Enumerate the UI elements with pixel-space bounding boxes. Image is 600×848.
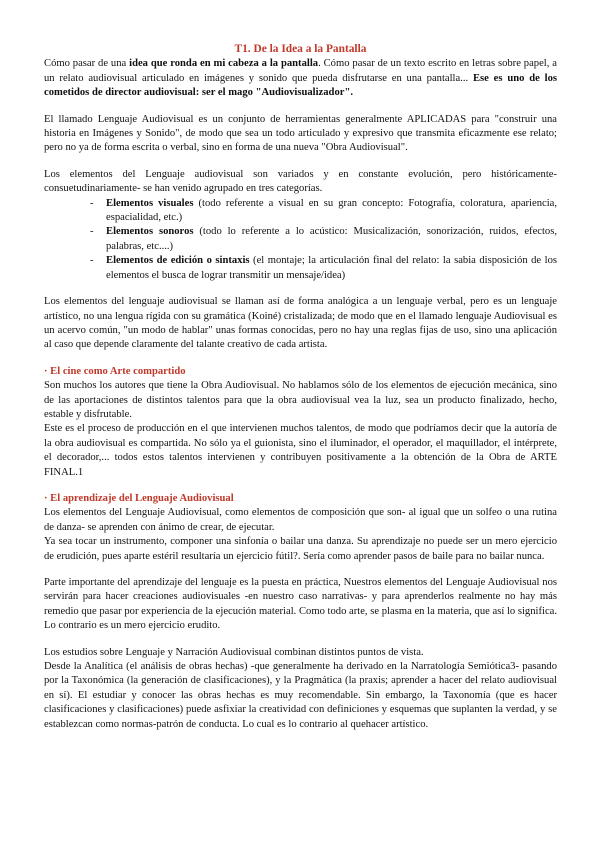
category-rest: (todo lo referente a lo acústico: Musicalización, sonorización, ruidos, efectos, palabras, etc....) bbox=[106, 226, 558, 252]
category-item bbox=[94, 197, 557, 226]
document-page bbox=[44, 42, 557, 732]
aprendizaje-paragraph-3: Parte importante del aprendizaje del lenguaje es la puesta en práctica, Nuestros elementos del Lenguaje Audiovisual nos servirán para hacer creaciones audiovisuales -en nuestro caso narrativas- y para aprenderlos realmente no hay más remedio que pasar por experiencia de la ejecución material. Como todo arte, se plasma en la materia, que así lo significa. Lo contrario es un mero ejercicio erudito. bbox=[44, 577, 557, 632]
aprendizaje-paragraph-2: Ya sea tocar un instrumento, componer una sinfonía o bailar una danza. Su aprendizaje no puede ser un mero ejercicio de erudición, pues aparte estéril resultaría un ejercicio fútil?. Sería como aprender pasos de baile para no bailar nunca. bbox=[44, 536, 557, 562]
aprendizaje-paragraph-1: Los elementos del Lenguaje Audiovisual, como elementos de composición que son- al igual que un solfeo o una rutina de danza- se aprenden con ánimo de crear, de ejecutar. bbox=[44, 507, 557, 533]
intro-text-1: Cómo pasar de una bbox=[44, 58, 130, 70]
categories-list bbox=[44, 197, 557, 283]
category-item bbox=[94, 254, 557, 283]
section-heading-arte: · El cine como Arte compartido bbox=[44, 365, 186, 377]
category-rest: (todo referente a visual en su gran concepto: Fotografía, coloratura, apariencia, espacialidad, etc.) bbox=[106, 197, 557, 224]
intro-text-2: . Cómo pasar de un texto escrito en letras sobre papel, a un relato audiovisual articulado en imágenes y sonido que pueda disfrutarse en una pantalla... bbox=[44, 58, 557, 84]
analogia-paragraph: Los elementos del lenguaje audiovisual se llaman así de forma analógica a un lenguaje verbal, pero es un lenguaje artístico, no una lengua rígida con su gramática (Koiné) cristalizada; de modo que en el llamado lenguaje Audiovisual es un acervo común, "un modo de hablar" unas formas conocidas, pero no hay una reglas fijas de uso, sino una aplicación al caso que depende claramente del talante creativo de cada artista. bbox=[44, 296, 557, 351]
intro-paragraph bbox=[44, 57, 557, 100]
aprendizaje-paragraph-5: Desde la Analítica (el análisis de obras hechas) -que generalmente ha derivado en la Narratología Semiótica3- pasando por la Taxonómica (la generación de clasificaciones), y la Pragmática (la praxis; aprender a hacer del relato audiovisual en sí). El estudiar y conocer las obras hechas es muy recomendable. Sin embargo, la Taxonomía (que es hacer clasificaciones y clasificaciones) puede asfixiar la creatividad con definiciones y esquemas que suplanten la verdad, y se establezcan como normas-patrón de conducta. Lo cual es lo contrario al quehacer artístico. bbox=[44, 661, 557, 730]
lenguaje-paragraph: El llamado Lenguaje Audiovisual es un conjunto de herramientas generalmente APLICADAS para "construir una historia en Imágenes y Sonido", de modo que sea un todo articulado y expresivo que transmita eficazmente ese relato; pero no ya de forma escrita o verbal, sino en forma de una nueva "Obra Audiovisual". bbox=[44, 113, 557, 154]
document-title: T1. De la Idea a la Pantalla bbox=[234, 43, 367, 55]
arte-paragraph-2: Este es el proceso de producción en el que intervienen muchos talentos, de modo que podríamos decir que la autoría de la obra audiovisual es compartida. No sólo ya el guionista, sino el iluminador, el operador, el maquillador, el intérprete, el decorador,... todos estos talentos intervienen y contribuyen positivamente a la obtención de la Obra de ARTE FINAL.1 bbox=[44, 423, 557, 478]
category-rest: (el montaje; la articulación final del relato: la sabia disposición de los elementos el busca de lograr transmitir un mensaje/idea) bbox=[106, 255, 557, 281]
category-bold: Elementos visuales bbox=[106, 197, 194, 209]
elementos-paragraph: Los elementos del Lenguaje audiovisual son variados y en constante evolución, pero históricamente-consuetudinariamente- se han venido agrupado en tres categorías. bbox=[44, 168, 557, 195]
category-bold: Elementos de edición o sintaxis bbox=[106, 255, 250, 267]
arte-paragraph-1: Son muchos los autores que tiene la Obra Audiovisual. No hablamos sólo de los elementos de ejecución mecánica, sino de las aportaciones de distintos talentos para que la obra audiovisual vea la luz, sea un producto finalizado, hecho, estable y disfrutable. bbox=[44, 380, 557, 420]
section-heading-aprendizaje: · El aprendizaje del Lenguaje Audiovisual bbox=[44, 492, 234, 504]
intro-bold-2: Ese es uno de los cometidos de director audiovisual: ser el mago "Audiovisualizador". bbox=[44, 72, 557, 99]
category-bold: Elementos sonoros bbox=[106, 226, 194, 238]
intro-bold-1: idea que ronda en mi cabeza a la pantalla bbox=[129, 58, 319, 70]
category-item bbox=[94, 225, 557, 254]
aprendizaje-paragraph-4: Los estudios sobre Lenguaje y Narración Audiovisual combinan distintos puntos de vista. bbox=[44, 646, 424, 658]
